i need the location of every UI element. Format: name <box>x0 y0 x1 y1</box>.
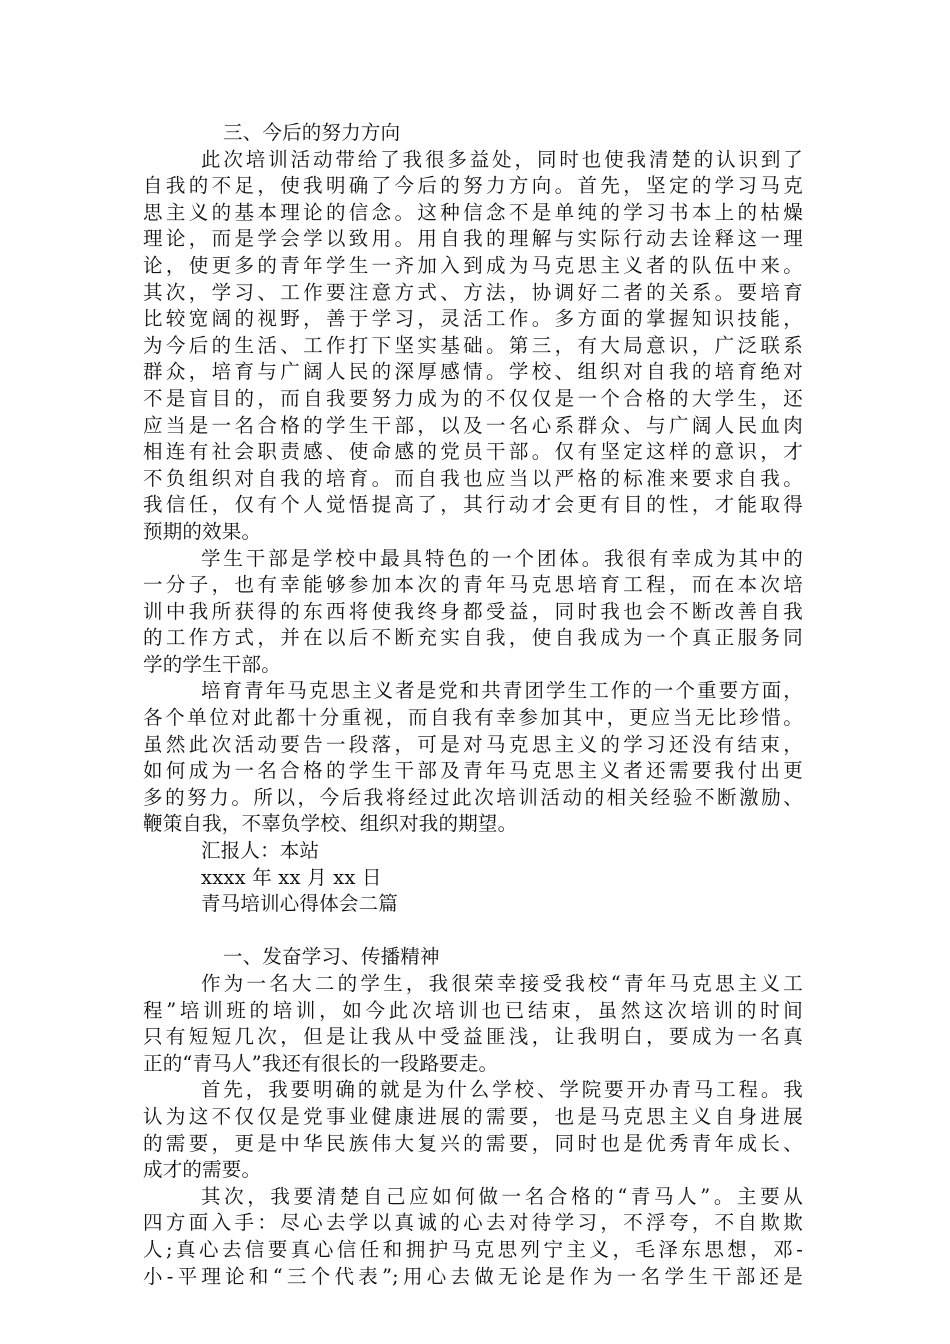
text-line: 此次培训活动带给了我很多益处，同时也使我清楚的认识到了 <box>201 147 803 171</box>
text-line: 四方面入手：尽心去学以真诚的心去对待学习，不浮夸，不自欺欺 <box>143 1211 803 1235</box>
text-line: 我信任，仅有个人觉悟提高了，其行动才会更有目的性，才能取得 <box>143 493 803 517</box>
text-line: 首先，我要明确的就是为什么学校、学院要开办青马工程。我 <box>201 1078 803 1102</box>
text-line: 学生干部是学校中最具特色的一个团体。我很有幸成为其中的 <box>201 546 803 570</box>
section-heading: 一、发奋学习、传播精神 <box>223 945 440 969</box>
text-line: 学的学生干部。 <box>143 652 281 676</box>
text-line: 应当是一名合格的学生干部，以及一名心系群众、与广阔人民血肉 <box>143 413 803 437</box>
document-page <box>143 120 803 1290</box>
reporter-line: 汇报人：本站 <box>201 839 320 863</box>
paragraph <box>143 1184 803 1290</box>
text-line: 论，使更多的青年学生一齐加入到成为马克思主义者的队伍中来。 <box>143 253 803 277</box>
text-line: 相连有社会职责感、使命感的党员干部。仅有坚定这样的意识，才 <box>143 440 803 464</box>
blank-line <box>143 918 803 945</box>
paragraph <box>143 546 803 679</box>
text-line: 思主义的基本理论的信念。这种信念不是单纯的学习书本上的枯燥 <box>143 200 803 224</box>
article-title: 青马培训心得体会二篇 <box>201 892 399 916</box>
text-line: 不负组织对自我的培育。而自我也应当以严格的标准来要求自我。 <box>143 466 803 490</box>
text-line: 的工作方式，并在以后不断充实自我，使自我成为一个真正服务同 <box>143 626 803 650</box>
text-line: 各个单位对此都十分重视，而自我有幸参加其中，更应当无比珍惜。 <box>143 706 803 730</box>
text-line: 多的努力。所以，今后我将经过此次培训活动的相关经验不断激励、 <box>143 785 803 809</box>
text-line: 作为一名大二的学生，我很荣幸接受我校“青年马克思主义工 <box>201 972 803 995</box>
paragraph <box>143 678 803 838</box>
text-line: 虽然此次活动要告一段落，可是对马克思主义的学习还没有结束， <box>143 732 803 756</box>
paragraph <box>143 1077 803 1183</box>
paragraph <box>143 971 803 1077</box>
text-line: 为今后的生活、工作打下坚实基础。第三，有大局意识，广泛联系 <box>143 333 803 357</box>
text-line: 成才的需要。 <box>143 1158 262 1182</box>
text-line: 鞭策自我，不辜负学校、组织对我的期望。 <box>143 812 518 836</box>
text-line: 的需要，更是中华民族伟大复兴的需要，同时也是优秀青年成长、 <box>143 1131 803 1155</box>
section-heading: 三、今后的努力方向 <box>223 121 401 144</box>
text-line: 比较宽阔的视野，善于学习，灵活工作。多方面的掌握知识技能， <box>143 307 803 331</box>
text-line: 正的“青马人”我还有很长的一段路要走。 <box>143 1051 499 1075</box>
text-line: 其次，我要清楚自己应如何做一名合格的“青马人”。主要从 <box>201 1184 803 1208</box>
text-line: 一分子，也有幸能够参加本次的青年马克思培育工程，而在本次培 <box>143 573 803 597</box>
text-line: 不是盲目的，而自我要努力成为的不仅仅是一个合格的大学生，还 <box>143 386 803 410</box>
text-line: 程”培训班的培训，如今此次培训也已结束，虽然这次培训的时间 <box>143 998 803 1022</box>
paragraph <box>143 147 803 546</box>
text-line: 小-平理论和“三个代表”;用心去做无论是作为一名学生干部还是 <box>143 1264 803 1288</box>
text-line: 人;真心去信要真心信任和拥护马克思列宁主义，毛泽东思想，邓- <box>143 1237 803 1261</box>
text-line: 只有短短几次，但是让我从中受益匪浅，让我明白，要成为一名真 <box>143 1025 803 1049</box>
text-line: 群众，培育与广阔人民的深厚感情。学校、组织对自我的培育绝对 <box>143 360 803 384</box>
text-line: 如何成为一名合格的学生干部及青年马克思主义者还需要我付出更 <box>143 759 803 783</box>
text-line: 理论，而是学会学以致用。用自我的理解与实际行动去诠释这一理 <box>143 227 803 251</box>
text-line: 训中我所获得的东西将使我终身都受益，同时我也会不断改善自我 <box>143 599 803 623</box>
text-line: 其次，学习、工作要注意方式、方法，协调好二者的关系。要培育 <box>143 280 803 304</box>
date-line: xxxx 年 xx 月 xx 日 <box>201 865 382 889</box>
text-line: 预期的效果。 <box>143 519 262 543</box>
text-line: 认为这不仅仅是党事业健康进展的需要，也是马克思主义自身进展 <box>143 1104 803 1128</box>
text-line: 培育青年马克思主义者是党和共青团学生工作的一个重要方面， <box>201 679 803 703</box>
text-line: 自我的不足，使我明确了今后的努力方向。首先，坚定的学习马克 <box>143 174 803 198</box>
